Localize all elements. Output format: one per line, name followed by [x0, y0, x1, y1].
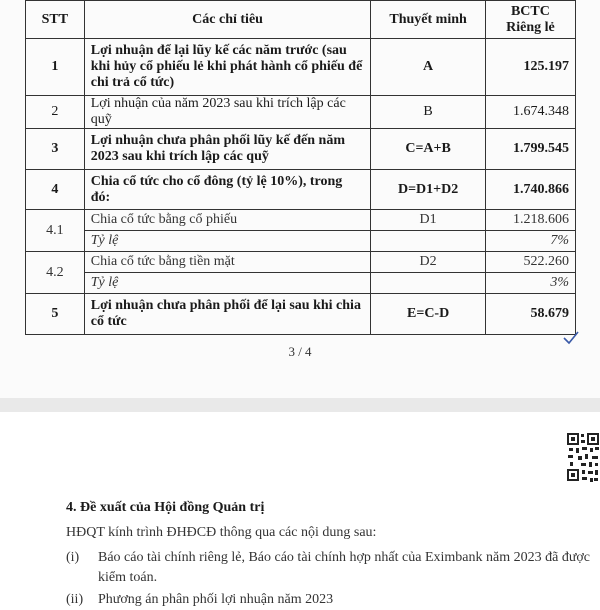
list-item-text: Phương án phân phối lợi nhuận năm 2023 [98, 592, 334, 607]
row-chi-tieu: Lợi nhuận của năm 2023 sau khi trích lập các quỹ [84, 96, 371, 129]
header-bctc [485, 1, 575, 39]
list-item [66, 548, 591, 588]
table-row [26, 96, 576, 129]
header-bctc-line1: BCTC [510, 3, 550, 19]
row-value: 58.679 [485, 294, 575, 335]
section-intro: HĐQT kính trình ĐHĐCĐ thông qua các nội dung sau: [66, 525, 377, 540]
row-stt: 2 [26, 96, 85, 129]
header-stt: STT [26, 1, 85, 39]
row-thuyet-minh: A [371, 39, 485, 96]
row-ratio-label: Tỷ lệ [84, 231, 371, 252]
row-thuyet-minh-empty [371, 231, 485, 252]
qr-code-icon [566, 430, 600, 486]
list-item-text: Báo cáo tài chính riêng lẻ, Báo cáo tài chính hợp nhất của Eximbank năm 2023 đã được kiểm toán. [98, 550, 591, 585]
header-chi-tieu: Các chỉ tiêu [84, 1, 371, 39]
row-chi-tieu: Chia cổ tức bằng tiền mặt [84, 252, 371, 273]
row-stt: 3 [26, 129, 85, 170]
page-number: 3 / 4 [288, 344, 312, 359]
table-header-row [26, 1, 576, 39]
table-row [26, 210, 576, 231]
row-thuyet-minh: D1 [371, 210, 485, 231]
row-value: 1.799.545 [485, 129, 575, 170]
table-row [26, 39, 576, 96]
table-row [26, 252, 576, 273]
list-item [66, 590, 586, 610]
header-bctc-line2: Riêng lẻ [506, 19, 555, 35]
row-stt: 4.1 [26, 210, 85, 252]
row-stt: 4 [26, 170, 85, 210]
header-thuyet-minh: Thuyết minh [371, 1, 485, 39]
row-chi-tieu: Lợi nhuận chưa phân phối lũy kế đến năm 2023 sau khi trích lập các quỹ [84, 129, 371, 170]
row-stt: 1 [26, 39, 85, 96]
row-thuyet-minh: B [371, 96, 485, 129]
list-item-number: (ii) [66, 592, 84, 607]
row-ratio-value: 7% [485, 231, 575, 252]
row-thuyet-minh: D=D1+D2 [371, 170, 485, 210]
row-value: 1.674.348 [485, 96, 575, 129]
profit-distribution-table [25, 0, 576, 335]
row-chi-tieu: Lợi nhuận chưa phân phối để lại sau khi chia cổ tức [84, 294, 371, 335]
table-row-ratio [26, 273, 576, 294]
page-separator [0, 398, 600, 412]
row-value: 125.197 [485, 39, 575, 96]
row-value: 1.218.606 [485, 210, 575, 231]
row-stt: 4.2 [26, 252, 85, 294]
row-value: 1.740.866 [485, 170, 575, 210]
row-chi-tieu: Lợi nhuận để lại lũy kế các năm trước (sau khi hủy cổ phiếu lẻ khi phát hành cổ phiếu để chi trả cổ tức) [84, 39, 371, 96]
table-row [26, 129, 576, 170]
section-title: 4. Đề xuất của Hội đồng Quản trị [66, 500, 265, 515]
row-thuyet-minh: E=C-D [371, 294, 485, 335]
row-ratio-label: Tỷ lệ [84, 273, 371, 294]
row-value: 522.260 [485, 252, 575, 273]
list-item-number: (i) [66, 550, 80, 565]
table-row [26, 294, 576, 335]
table-row-ratio [26, 231, 576, 252]
table-row [26, 170, 576, 210]
row-chi-tieu: Chia cổ tức bằng cổ phiếu [84, 210, 371, 231]
row-ratio-value: 3% [485, 273, 575, 294]
row-thuyet-minh: C=A+B [371, 129, 485, 170]
row-chi-tieu: Chia cổ tức cho cổ đông (tỷ lệ 10%), trong đó: [84, 170, 371, 210]
row-thuyet-minh-empty [371, 273, 485, 294]
row-thuyet-minh: D2 [371, 252, 485, 273]
row-stt: 5 [26, 294, 85, 335]
